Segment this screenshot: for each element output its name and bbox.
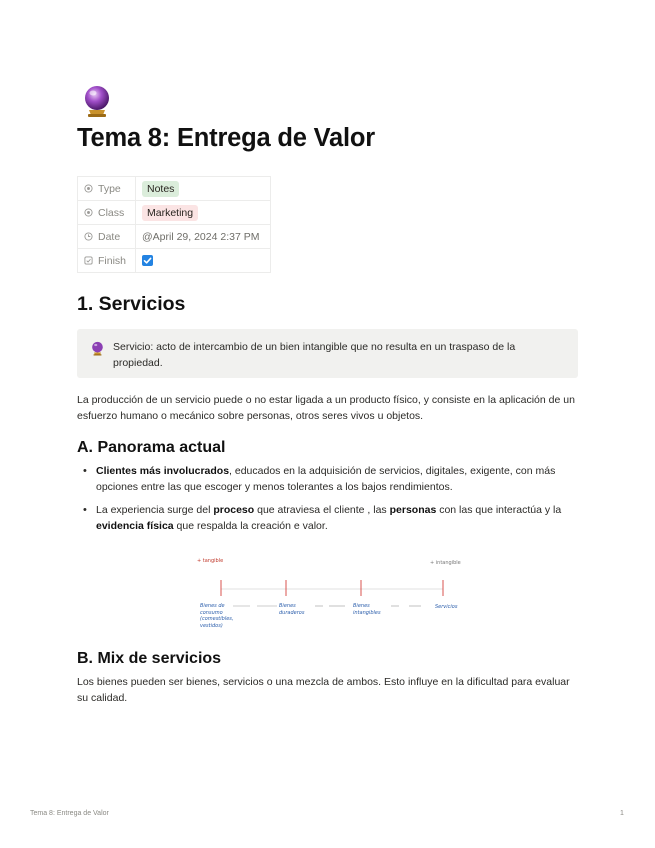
section-heading-mix: B. Mix de servicios [77, 650, 222, 667]
property-row-finish [78, 249, 271, 273]
crystal-ball-icon [80, 84, 114, 118]
list-item: • La experiencia surge del proceso que atraviesa el cliente , las personas con las que interactúa y la evidencia física que respalda la creación e valor. [77, 503, 577, 534]
class-tag[interactable]: Marketing [142, 205, 198, 221]
category-servicios: Servicios [435, 604, 458, 610]
tangibility-figure [195, 553, 465, 640]
property-key: Finish [98, 254, 127, 267]
mix-paragraph: Los bienes pueden ser bienes, servicios o una mezcla de ambos. Esto influye en la dificultad para evaluar su calidad. [77, 676, 570, 704]
property-row-class [78, 201, 271, 225]
properties-table [77, 176, 271, 273]
servicios-paragraph: La producción de un servicio puede o no estar ligada a un producto físico, y consiste en la aplicación de un esfuerzo humano o mecánico sobre personas, otros seres vivos u objetos. [77, 394, 575, 422]
property-key: Type [98, 182, 121, 195]
clock-icon [84, 232, 93, 241]
property-row-date [78, 225, 271, 249]
section-heading-servicios: 1. Servicios [77, 293, 186, 315]
page-title: Tema 8: Entrega de Valor [77, 124, 376, 152]
list-item: • Clientes más involucrados, educados en la adquisición de servicios, digitales, exigente, con más opciones entre las que escoger y menos tolerantes a los bajos rendimientos. [77, 464, 577, 495]
category-duraderos: Bienes duraderos [279, 603, 305, 616]
check-icon [142, 255, 153, 266]
callout-text: Servicio: acto de intercambio de un bien intangible que no resulta en un traspaso de la propiedad. [113, 341, 516, 369]
category-intangibles: Bienes intangibles [353, 603, 381, 616]
property-key: Class [98, 206, 125, 219]
date-value[interactable]: @April 29, 2024 2:37 PM [142, 230, 260, 243]
circle-dot-icon [84, 208, 93, 217]
left-label: + tangible [197, 558, 224, 564]
category-consumo: Bienes de consumo (comestibles, vestidos) [200, 603, 234, 629]
panorama-list [77, 464, 577, 534]
property-key: Date [98, 230, 121, 243]
right-label: + intangible [430, 560, 461, 566]
crystal-ball-icon [90, 341, 105, 356]
property-row-type [78, 177, 271, 201]
callout [77, 329, 578, 378]
checkbox-icon [84, 256, 93, 265]
finish-checkbox[interactable] [142, 255, 153, 266]
footer-title: Tema 8: Entrega de Valor [30, 810, 109, 817]
type-tag[interactable]: Notes [142, 181, 179, 197]
section-heading-panorama: A. Panorama actual [77, 439, 226, 456]
footer-page-number: 1 [620, 810, 624, 817]
circle-dot-icon [84, 184, 93, 193]
